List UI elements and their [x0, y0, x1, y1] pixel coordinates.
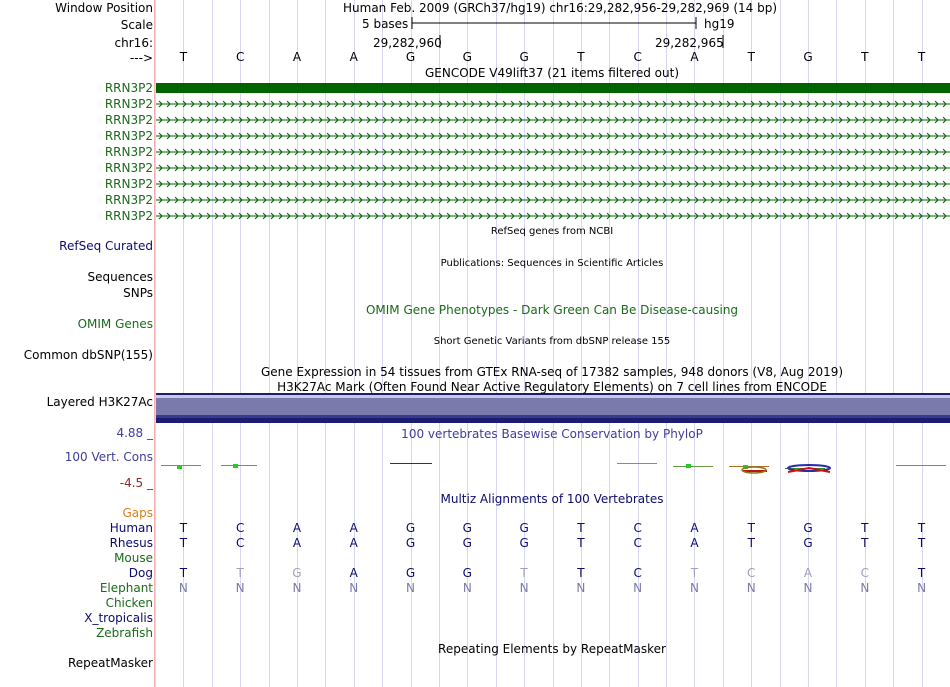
- species-label[interactable]: Human: [109, 521, 153, 535]
- aligned-base: N: [746, 581, 756, 595]
- aligned-base: C: [633, 536, 642, 550]
- conservation-peak: [233, 464, 238, 468]
- h3k27ac-track-label[interactable]: Layered H3K27Ac: [46, 395, 153, 409]
- aligned-base: C: [235, 536, 245, 550]
- strand-label: --->: [129, 51, 153, 65]
- gene-exon-block: [156, 83, 950, 93]
- aligned-base: G: [462, 536, 472, 550]
- refseq-track-label[interactable]: RefSeq Curated: [59, 239, 153, 253]
- aligned-base: G: [803, 536, 813, 550]
- aligned-base: T: [747, 521, 755, 535]
- reference-base: T: [747, 50, 755, 64]
- conservation-mark: [617, 463, 657, 464]
- aligned-base: T: [690, 566, 699, 580]
- aligned-base: G: [519, 521, 529, 535]
- aligned-base: G: [405, 566, 416, 580]
- aligned-base: A: [349, 566, 358, 580]
- coord-left-text: 29,282,960: [373, 36, 442, 50]
- gene-label[interactable]: RRN3P2: [104, 177, 153, 191]
- species-label[interactable]: Zebrafish: [96, 626, 153, 640]
- aligned-base: C: [235, 521, 245, 535]
- coord-right-text: 29,282,965: [655, 36, 724, 50]
- window-position-label: Window Position: [55, 1, 153, 15]
- aligned-base: T: [179, 521, 188, 535]
- conservation-peak: [177, 465, 182, 469]
- aligned-base: C: [633, 566, 642, 580]
- h3k27ac-shade: [156, 415, 950, 418]
- aligned-base: N: [803, 581, 813, 595]
- aligned-base: N: [235, 581, 245, 595]
- reference-base: T: [917, 50, 926, 64]
- aligned-base: A: [690, 521, 699, 535]
- aligned-base: A: [349, 536, 358, 550]
- aligned-base: T: [917, 536, 926, 550]
- gene-label[interactable]: RRN3P2: [104, 145, 153, 159]
- aligned-base: N: [633, 581, 643, 595]
- chrom-label: chr16:: [114, 36, 153, 50]
- reference-base: C: [235, 50, 245, 64]
- aligned-base: N: [178, 581, 188, 595]
- scale-label: Scale: [120, 18, 153, 32]
- gtex-track-title: Gene Expression in 54 tissues from GTEx RNA-seq of 17382 samples, 948 donors (V8, Aug 2019): [260, 365, 844, 379]
- species-label[interactable]: Dog: [128, 566, 153, 580]
- aligned-base: A: [292, 536, 302, 550]
- aligned-base: N: [462, 581, 472, 595]
- aligned-base: C: [747, 566, 756, 580]
- aligned-base: G: [803, 521, 813, 535]
- aligned-base: T: [577, 566, 585, 580]
- reference-base: T: [179, 50, 188, 64]
- species-label[interactable]: Rhesus: [109, 536, 153, 550]
- h3k27ac-track-title: H3K27Ac Mark (Often Found Near Active Regulatory Elements) on 7 cell lines from ENCODE: [277, 380, 827, 394]
- reference-base: T: [577, 50, 585, 64]
- aligned-base: N: [292, 581, 302, 595]
- species-label[interactable]: Chicken: [105, 596, 153, 610]
- aligned-base: T: [577, 521, 585, 535]
- aligned-base: T: [861, 536, 869, 550]
- gene-label[interactable]: RRN3P2: [104, 113, 153, 127]
- aligned-base: N: [860, 581, 870, 595]
- conservation-mark: [673, 466, 713, 467]
- reference-base: C: [633, 50, 642, 64]
- aligned-base: N: [917, 581, 927, 595]
- sequences-track-label[interactable]: Sequences: [87, 270, 153, 284]
- cons-track-title: 100 vertebrates Basewise Conservation by PhyloP: [401, 427, 703, 441]
- gene-label[interactable]: RRN3P2: [104, 193, 153, 207]
- cons-max-label: 4.88 _: [116, 426, 153, 440]
- aligned-base: G: [405, 521, 416, 535]
- reference-base: G: [519, 50, 529, 64]
- aligned-base: C: [860, 566, 869, 580]
- snps-track-label[interactable]: SNPs: [123, 286, 153, 300]
- scale-right-text: hg19: [704, 17, 735, 31]
- gaps-label: Gaps: [122, 506, 153, 520]
- reference-base: A: [349, 50, 358, 64]
- aligned-base: N: [519, 581, 529, 595]
- aligned-base: T: [236, 566, 244, 580]
- aligned-base: A: [292, 521, 302, 535]
- aligned-base: N: [576, 581, 586, 595]
- h3k27ac-highlight: [156, 395, 950, 398]
- aligned-base: G: [292, 566, 302, 580]
- gene-label[interactable]: RRN3P2: [104, 161, 153, 175]
- aligned-base: N: [406, 581, 416, 595]
- dbsnp-track-title: Short Genetic Variants from dbSNP release 155: [433, 336, 671, 347]
- cons-min-label: -4.5 _: [119, 476, 153, 490]
- conservation-mark: [221, 465, 257, 466]
- reference-base: G: [803, 50, 813, 64]
- species-label[interactable]: Mouse: [114, 551, 153, 565]
- aligned-base: A: [803, 566, 813, 580]
- aligned-base: G: [462, 566, 472, 580]
- repeatmasker-track-label[interactable]: RepeatMasker: [67, 656, 153, 670]
- gene-label[interactable]: RRN3P2: [104, 81, 153, 95]
- aligned-base: C: [633, 521, 642, 535]
- gene-label[interactable]: RRN3P2: [104, 129, 153, 143]
- aligned-base: T: [747, 536, 755, 550]
- reference-base: A: [690, 50, 699, 64]
- aligned-base: T: [179, 566, 188, 580]
- repeatmasker-track-title: Repeating Elements by RepeatMasker: [438, 642, 666, 656]
- gencode-track-title: GENCODE V49lift37 (21 items filtered out): [424, 66, 680, 80]
- gene-label[interactable]: RRN3P2: [104, 97, 153, 111]
- aligned-base: A: [349, 521, 358, 535]
- aligned-base: A: [690, 536, 699, 550]
- aligned-base: N: [349, 581, 359, 595]
- reference-base: T: [861, 50, 869, 64]
- h3k27ac-signal: [156, 398, 950, 415]
- cons-track-label[interactable]: 100 Vert. Cons: [64, 450, 153, 464]
- scale-left-text: 5 bases: [362, 17, 409, 31]
- aligned-base: G: [405, 536, 416, 550]
- omim-track-label[interactable]: OMIM Genes: [77, 317, 153, 331]
- conservation-mark: [390, 463, 432, 464]
- aligned-base: T: [861, 521, 869, 535]
- aligned-base: T: [917, 566, 926, 580]
- species-label[interactable]: Elephant: [99, 581, 153, 595]
- aligned-base: T: [520, 566, 528, 580]
- window-position-value: Human Feb. 2009 (GRCh37/hg19) chr16:29,282,956-29,282,969 (14 bp): [343, 1, 778, 15]
- aligned-base: T: [577, 536, 585, 550]
- reference-base: A: [292, 50, 302, 64]
- h3k27ac-bottom-border: [156, 418, 950, 423]
- conservation-peak: [686, 464, 691, 468]
- species-label[interactable]: X_tropicalis: [84, 611, 153, 625]
- aligned-base: T: [917, 521, 926, 535]
- gene-label[interactable]: RRN3P2: [104, 209, 153, 223]
- aligned-base: T: [179, 536, 188, 550]
- aligned-base: G: [462, 521, 472, 535]
- publications-track-title: Publications: Sequences in Scientific Articles: [440, 258, 664, 269]
- omim-track-title: OMIM Gene Phenotypes - Dark Green Can Be Disease-causing: [365, 303, 739, 317]
- aligned-base: G: [519, 536, 529, 550]
- reference-base: G: [462, 50, 472, 64]
- dbsnp-track-label[interactable]: Common dbSNP(155): [23, 348, 153, 362]
- aligned-base: N: [689, 581, 699, 595]
- multiz-track-title: Multiz Alignments of 100 Vertebrates: [440, 492, 664, 506]
- reference-base: G: [405, 50, 416, 64]
- conservation-mark: [896, 465, 946, 466]
- refseq-track-title: RefSeq genes from NCBI: [490, 226, 614, 237]
